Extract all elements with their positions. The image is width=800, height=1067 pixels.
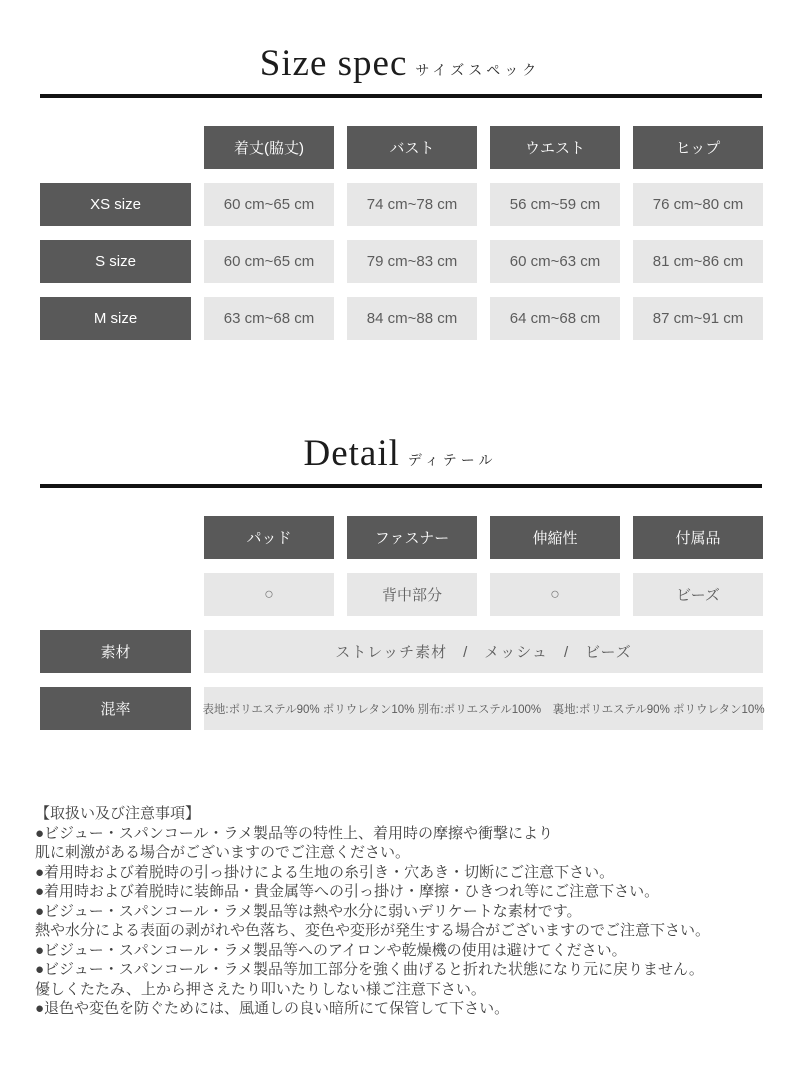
note-line: ●ビジュー・スパンコール・ラメ製品等へのアイロンや乾燥機の使用は避けてください。	[35, 941, 627, 959]
stretch-value: ○	[490, 573, 620, 616]
s-length-value: 60 cm~65 cm	[204, 240, 334, 283]
detail-header-spacer	[40, 516, 191, 559]
note-line: ●ビジュー・スパンコール・ラメ製品等加工部分を強く曲げると折れた状態になり元に戻りません。	[35, 961, 704, 978]
detail-title-ja: ディテール	[407, 452, 497, 468]
note-line: ●着用時および着脱時の引っ掛けによる生地の糸引き・穴あき・切断にご注意下さい。	[35, 863, 615, 881]
column-header-length: 着丈(脇丈)	[204, 126, 334, 169]
pad-value: ○	[204, 573, 334, 616]
size-spec-divider	[40, 94, 762, 98]
note-line: ●着用時および着脱時に装飾品・貴金属等への引っ掛け・摩擦・ひきつれ等にご注意下さい。	[35, 883, 660, 900]
size-spec-title-ja: サイズスペック	[415, 62, 541, 78]
notes-heading: 【取扱い及び注意事項】	[35, 805, 201, 822]
detail-title	[0, 340, 800, 475]
m-hip-value: 87 cm~91 cm	[633, 297, 763, 340]
column-header-pad: パッド	[204, 516, 334, 559]
column-header-accessory: 付属品	[633, 516, 763, 559]
material-label: 素材	[40, 630, 191, 673]
size-spec-table	[40, 126, 762, 340]
accessory-value: ビーズ	[633, 573, 763, 616]
note-line: ●ビジュー・スパンコール・ラメ製品等の特性上、着用時の摩擦や衝撃により	[35, 824, 554, 842]
xs-length-value: 60 cm~65 cm	[204, 183, 334, 226]
column-header-fastener: ファスナー	[347, 516, 477, 559]
detail-table	[40, 516, 765, 730]
size-spec-title	[0, 0, 800, 85]
xs-bust-value: 74 cm~78 cm	[347, 183, 477, 226]
size-spec-header-spacer	[40, 126, 191, 169]
column-header-hip: ヒップ	[633, 126, 763, 169]
column-header-stretch: 伸縮性	[490, 516, 620, 559]
note-line: ●退色や変色を防ぐためには、風通しの良い暗所にて保管して下さい。	[35, 1000, 510, 1017]
fastener-value: 背中部分	[347, 573, 477, 616]
detail-value-spacer	[40, 573, 191, 616]
size-spec-title-en: Size spec	[259, 43, 408, 84]
mixture-label: 混率	[40, 687, 191, 730]
xs-waist-value: 56 cm~59 cm	[490, 183, 620, 226]
note-line: 肌に刺激がある場合がございますのでご注意ください。	[35, 844, 411, 861]
detail-title-en: Detail	[303, 433, 400, 474]
column-header-waist: ウエスト	[490, 126, 620, 169]
s-hip-value: 81 cm~86 cm	[633, 240, 763, 283]
row-label-s: S size	[40, 240, 191, 283]
row-label-m: M size	[40, 297, 191, 340]
m-length-value: 63 cm~68 cm	[204, 297, 334, 340]
s-waist-value: 60 cm~63 cm	[490, 240, 620, 283]
column-header-bust: バスト	[347, 126, 477, 169]
mixture-value: 表地:ポリエステル90% ポリウレタン10% 別布:ポリエステル100% 裏地:ポリエステル90% ポリウレタン10%	[204, 687, 763, 730]
note-line: ●ビジュー・スパンコール・ラメ製品等は熱や水分に弱いデリケートな素材です。	[35, 902, 582, 920]
handling-notes	[35, 804, 780, 1019]
detail-divider	[40, 484, 762, 488]
s-bust-value: 79 cm~83 cm	[347, 240, 477, 283]
m-waist-value: 64 cm~68 cm	[490, 297, 620, 340]
m-bust-value: 84 cm~88 cm	[347, 297, 477, 340]
row-label-xs: XS size	[40, 183, 191, 226]
xs-hip-value: 76 cm~80 cm	[633, 183, 763, 226]
note-line: 熱や水分による表面の剥がれや色落ち、変色や変形が発生する場合がございますのでご注意下さい。	[35, 922, 711, 939]
note-line: 優しくたたみ、上から押さえたり叩いたりしない様ご注意下さい。	[35, 980, 486, 998]
material-value: ストレッチ素材 / メッシュ / ビーズ	[204, 630, 763, 673]
